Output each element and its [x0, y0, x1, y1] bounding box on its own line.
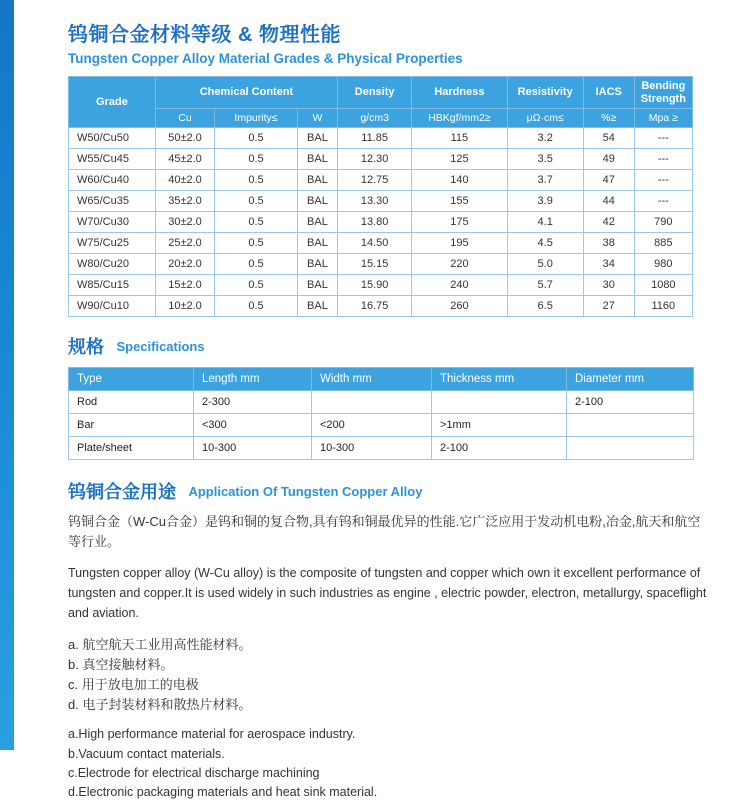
cell-bending: 980: [634, 254, 692, 275]
cell-resistivity: 3.5: [507, 149, 583, 170]
cell-impurity: 0.5: [215, 170, 298, 191]
cell-length: 10-300: [194, 437, 312, 460]
cell-bending: ---: [634, 170, 692, 191]
specs-col-width: Width mm: [312, 368, 432, 391]
cell-iacs: 38: [583, 233, 634, 254]
table-row: [69, 191, 693, 212]
specifications-heading-en: Specifications: [116, 338, 205, 354]
cell-impurity: 0.5: [215, 233, 298, 254]
cell-hardness: 195: [412, 233, 507, 254]
subcol-bending-unit: Mpa ≥: [634, 109, 692, 128]
table-row: [69, 128, 693, 149]
cell-density: 13.30: [338, 191, 412, 212]
cell-hardness: 260: [412, 296, 507, 317]
cell-diameter: [567, 414, 694, 437]
cell-impurity: 0.5: [215, 296, 298, 317]
specs-col-type: Type: [69, 368, 194, 391]
cell-bending: ---: [634, 149, 692, 170]
subcol-hardness-unit: HBKgf/mm2≥: [412, 109, 507, 128]
col-bending-strength: Bending Strength: [634, 77, 692, 109]
cell-iacs: 27: [583, 296, 634, 317]
cell-w: BAL: [297, 170, 337, 191]
grades-table-body: [69, 128, 693, 317]
cell-hardness: 240: [412, 275, 507, 296]
cell-bending: ---: [634, 128, 692, 149]
cell-length: 2-300: [194, 391, 312, 414]
cell-impurity: 0.5: [215, 191, 298, 212]
cell-w: BAL: [297, 128, 337, 149]
cell-density: 15.90: [338, 275, 412, 296]
cell-hardness: 155: [412, 191, 507, 212]
specs-header-row: [69, 368, 694, 391]
cell-impurity: 0.5: [215, 212, 298, 233]
cell-cu: 30±2.0: [155, 212, 214, 233]
list-item: c. 用于放电加工的电极: [68, 676, 199, 692]
cell-w: BAL: [297, 191, 337, 212]
grades-table-head: [69, 77, 693, 128]
cell-grade: W75/Cu25: [69, 233, 156, 254]
cell-impurity: 0.5: [215, 254, 298, 275]
cell-type: Rod: [69, 391, 194, 414]
cell-bending: 885: [634, 233, 692, 254]
cell-density: 15.15: [338, 254, 412, 275]
application-paragraph-cn: 钨铜合金（W-Cu合金）是钨和铜的复合物,具有钨和铜最优异的性能.它广泛应用于发动机电粉,冶金,航天和航空等行业。: [68, 514, 701, 550]
cell-grade: W60/Cu40: [69, 170, 156, 191]
table-row: [69, 414, 694, 437]
page-title-en: Tungsten Copper Alloy Material Grades & Physical Properties: [68, 51, 463, 66]
table-row: [69, 233, 693, 254]
cell-w: BAL: [297, 254, 337, 275]
specifications-table-head: [69, 368, 694, 391]
subcol-iacs-unit: %≥: [583, 109, 634, 128]
cell-iacs: 42: [583, 212, 634, 233]
cell-thickness: [432, 391, 567, 414]
cell-diameter: [567, 437, 694, 460]
cell-resistivity: 5.7: [507, 275, 583, 296]
subcol-impurity: Impurity≤: [215, 109, 298, 128]
specs-col-thickness: Thickness mm: [432, 368, 567, 391]
cell-iacs: 49: [583, 149, 634, 170]
cell-cu: 50±2.0: [155, 128, 214, 149]
specifications-heading-cn: 规格: [68, 337, 104, 358]
cell-w: BAL: [297, 149, 337, 170]
cell-type: Bar: [69, 414, 194, 437]
subcol-density-unit: g/cm3: [338, 109, 412, 128]
cell-bending: 1080: [634, 275, 692, 296]
grades-header-row-2: [69, 109, 693, 128]
cell-hardness: 140: [412, 170, 507, 191]
specifications-heading: [68, 333, 732, 359]
application-heading-en: Application Of Tungsten Copper Alloy: [188, 483, 423, 499]
cell-diameter: 2-100: [567, 391, 694, 414]
cell-iacs: 34: [583, 254, 634, 275]
cell-density: 16.75: [338, 296, 412, 317]
page-title-cn: 钨铜合金材料等级 & 物理性能: [68, 24, 342, 46]
cell-resistivity: 3.2: [507, 128, 583, 149]
cell-length: <300: [194, 414, 312, 437]
cell-iacs: 30: [583, 275, 634, 296]
grades-header-row-1: [69, 77, 693, 109]
cell-grade: W70/Cu30: [69, 212, 156, 233]
table-row: [69, 170, 693, 191]
subcol-w: W: [297, 109, 337, 128]
cell-density: 12.30: [338, 149, 412, 170]
cell-iacs: 44: [583, 191, 634, 212]
table-row: [69, 149, 693, 170]
cell-grade: W80/Cu20: [69, 254, 156, 275]
specifications-table: [68, 367, 694, 460]
table-row: [69, 296, 693, 317]
cell-density: 12.75: [338, 170, 412, 191]
left-accent-bar: [0, 0, 14, 750]
cell-thickness: >1mm: [432, 414, 567, 437]
cell-impurity: 0.5: [215, 275, 298, 296]
cell-impurity: 0.5: [215, 149, 298, 170]
cell-w: BAL: [297, 212, 337, 233]
application-list-en: [68, 725, 732, 803]
application-heading: [68, 478, 732, 504]
cell-bending: 790: [634, 212, 692, 233]
list-item: b.Vacuum contact materials.: [68, 746, 225, 761]
cell-cu: 15±2.0: [155, 275, 214, 296]
cell-resistivity: 4.5: [507, 233, 583, 254]
cell-cu: 25±2.0: [155, 233, 214, 254]
cell-density: 11.85: [338, 128, 412, 149]
cell-bending: 1160: [634, 296, 692, 317]
list-item: b. 真空接触材料。: [68, 656, 174, 672]
cell-grade: W85/Cu15: [69, 275, 156, 296]
cell-grade: W55/Cu45: [69, 149, 156, 170]
cell-width: <200: [312, 414, 432, 437]
list-item: d.Electronic packaging materials and heat sink material.: [68, 785, 378, 800]
col-grade: Grade: [69, 77, 156, 128]
list-item: c.Electrode for electrical discharge machining: [68, 765, 320, 780]
cell-w: BAL: [297, 296, 337, 317]
cell-hardness: 220: [412, 254, 507, 275]
page-content: [14, 0, 750, 800]
cell-cu: 45±2.0: [155, 149, 214, 170]
table-row: [69, 391, 694, 414]
cell-cu: 20±2.0: [155, 254, 214, 275]
cell-thickness: 2-100: [432, 437, 567, 460]
subcol-cu: Cu: [155, 109, 214, 128]
table-row: [69, 254, 693, 275]
cell-iacs: 54: [583, 128, 634, 149]
col-resistivity: Resistivity: [507, 77, 583, 109]
cell-width: 10-300: [312, 437, 432, 460]
cell-cu: 10±2.0: [155, 296, 214, 317]
cell-hardness: 115: [412, 128, 507, 149]
cell-density: 14.50: [338, 233, 412, 254]
specs-col-diameter: Diameter mm: [567, 368, 694, 391]
cell-grade: W65/Cu35: [69, 191, 156, 212]
col-iacs: IACS: [583, 77, 634, 109]
application-paragraph-en: Tungsten copper alloy (W-Cu alloy) is the composite of tungsten and copper which own it excellent performance of tungsten and copper.It is used widely in such industries as engine , electric powder, electron, metallurgy, spaceflight and aviation.: [68, 565, 707, 620]
specs-col-length: Length mm: [194, 368, 312, 391]
list-item: a.High performance material for aerospace industry.: [68, 727, 356, 742]
cell-type: Plate/sheet: [69, 437, 194, 460]
cell-impurity: 0.5: [215, 128, 298, 149]
cell-resistivity: 4.1: [507, 212, 583, 233]
table-row: [69, 212, 693, 233]
cell-resistivity: 3.7: [507, 170, 583, 191]
cell-resistivity: 6.5: [507, 296, 583, 317]
cell-w: BAL: [297, 233, 337, 254]
cell-grade: W50/Cu50: [69, 128, 156, 149]
cell-bending: ---: [634, 191, 692, 212]
list-item: a. 航空航天工业用高性能材料。: [68, 636, 252, 652]
table-row: [69, 437, 694, 460]
cell-cu: 35±2.0: [155, 191, 214, 212]
cell-cu: 40±2.0: [155, 170, 214, 191]
application-list-cn: [68, 635, 732, 716]
col-density: Density: [338, 77, 412, 109]
cell-density: 13.80: [338, 212, 412, 233]
cell-hardness: 175: [412, 212, 507, 233]
grades-table: [68, 76, 693, 317]
cell-resistivity: 5.0: [507, 254, 583, 275]
list-item: d. 电子封装材料和散热片材料。: [68, 697, 252, 713]
subcol-resistivity-unit: μΩ·cm≤: [507, 109, 583, 128]
table-row: [69, 275, 693, 296]
cell-width: [312, 391, 432, 414]
cell-iacs: 47: [583, 170, 634, 191]
cell-resistivity: 3.9: [507, 191, 583, 212]
cell-grade: W90/Cu10: [69, 296, 156, 317]
col-chemical-content: Chemical Content: [155, 77, 337, 109]
application-heading-cn: 钨铜合金用途: [68, 482, 176, 503]
cell-hardness: 125: [412, 149, 507, 170]
cell-w: BAL: [297, 275, 337, 296]
specifications-table-body: [69, 391, 694, 460]
col-hardness: Hardness: [412, 77, 507, 109]
